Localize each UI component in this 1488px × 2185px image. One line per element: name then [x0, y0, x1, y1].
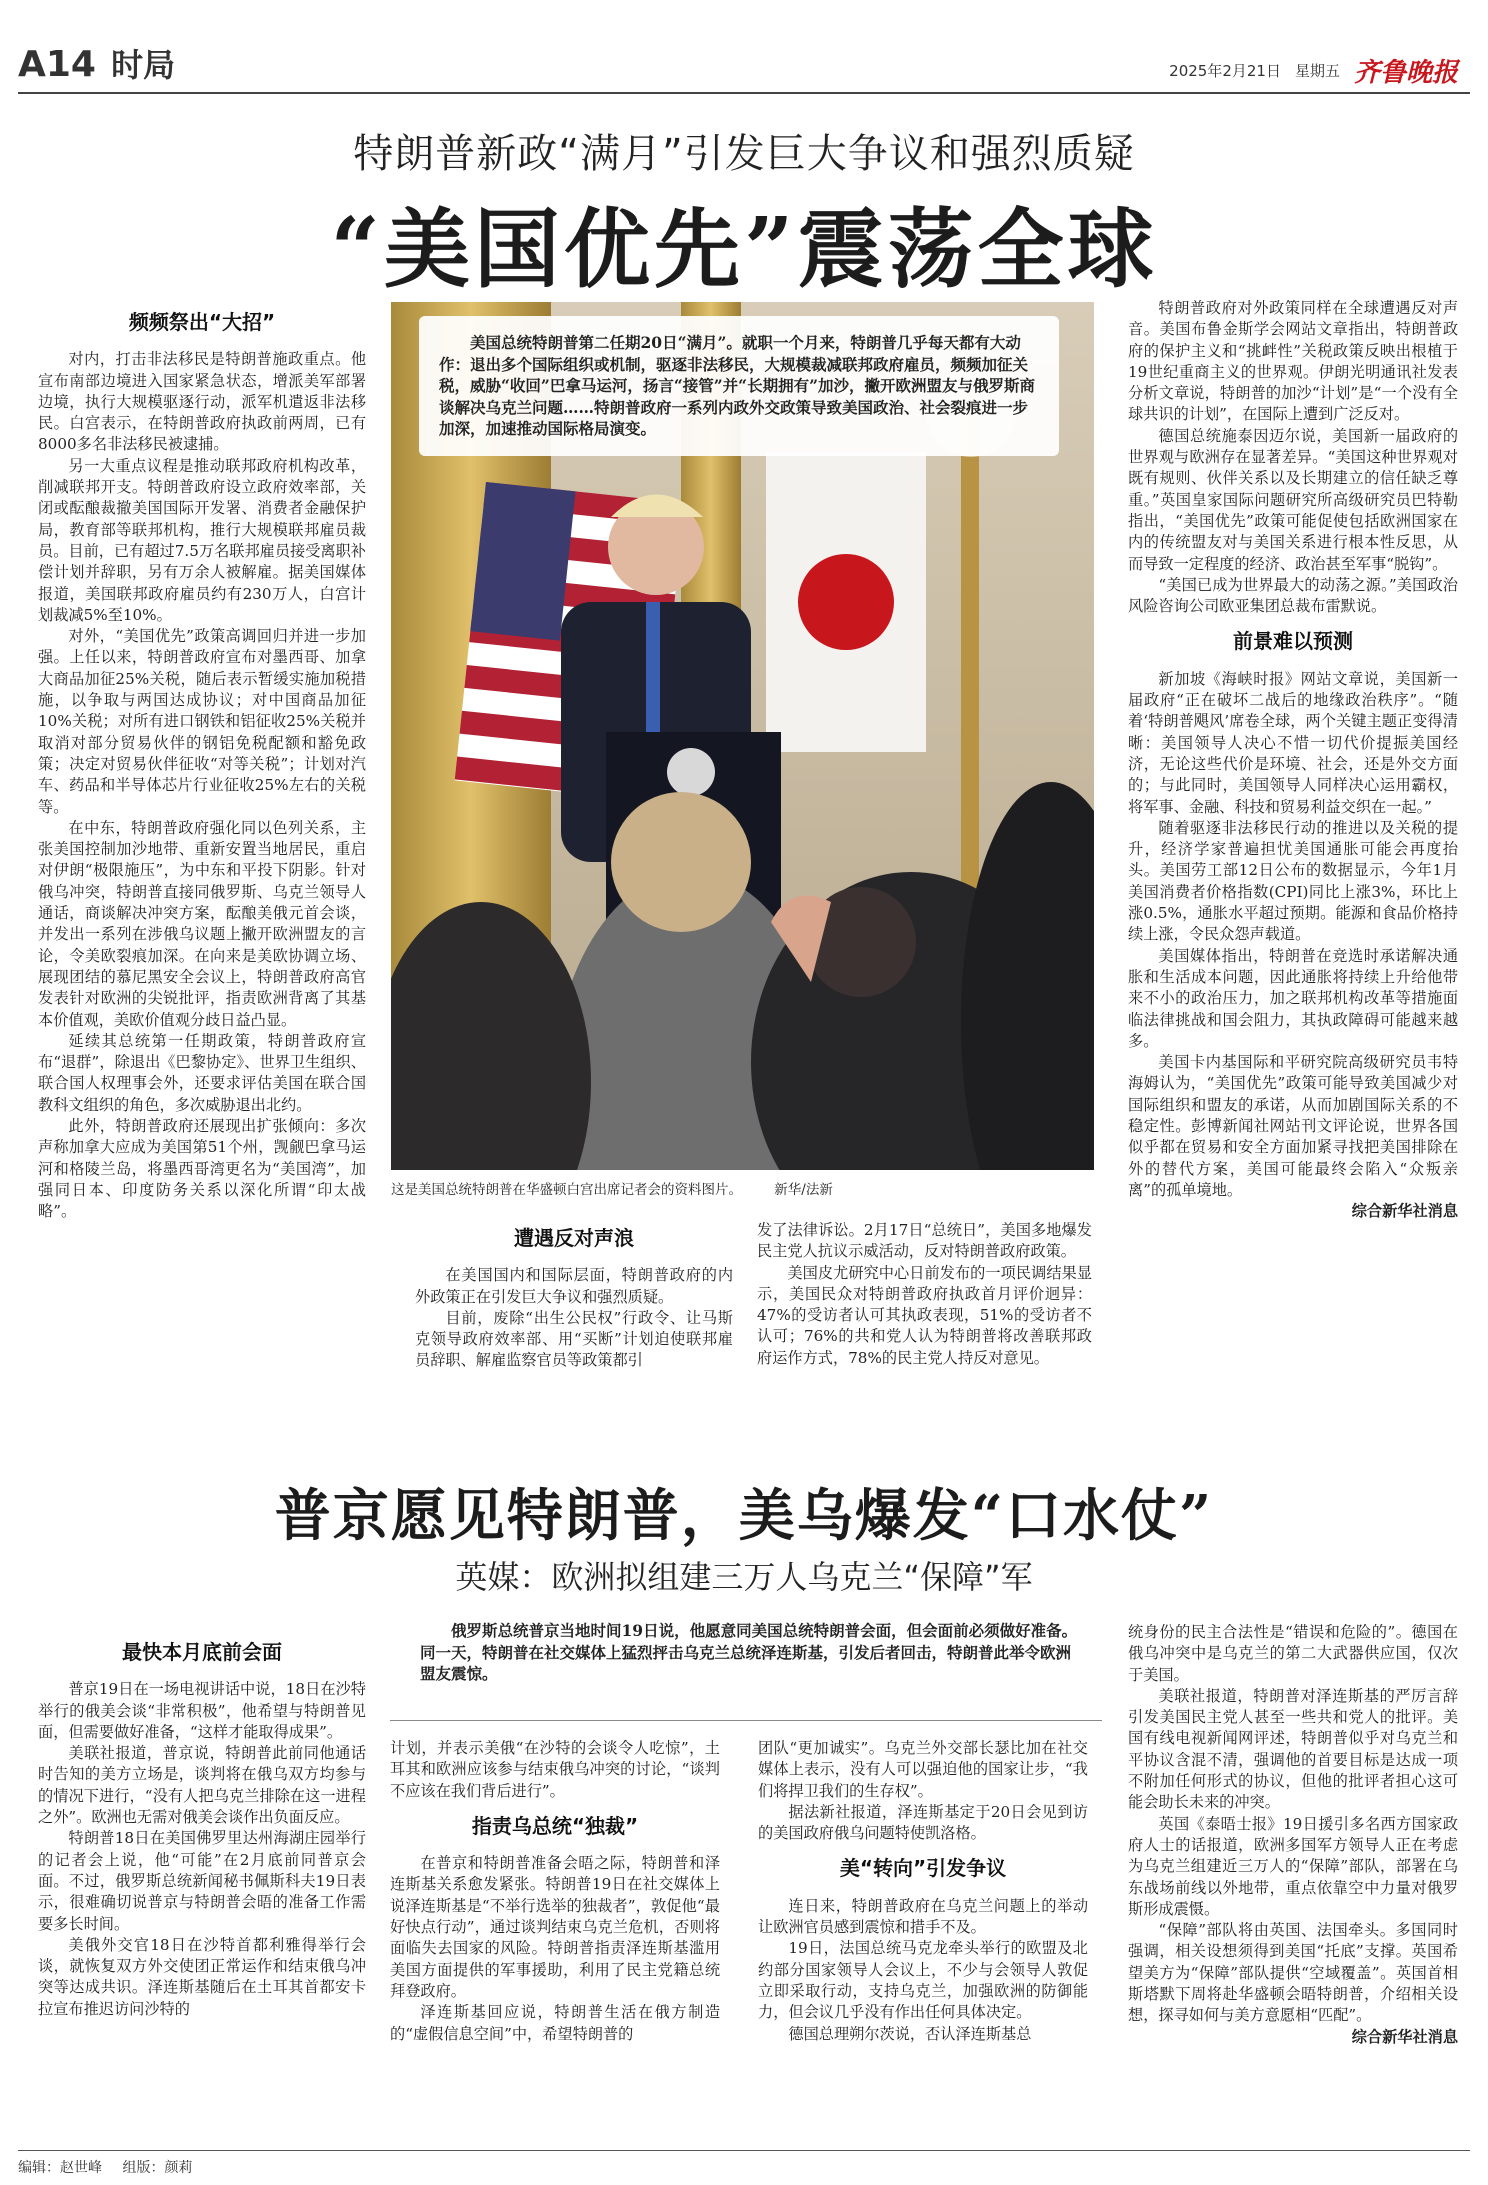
paragraph: 特朗普18日在美国佛罗里达州海湖庄园举行的记者会上说，他“可能”在2月底前同普京会面。不过，俄罗斯总统新闻秘书佩斯科夫19日表示，很难确切说普京与特朗普会晤的准备工作需要多长时间。 — [38, 1829, 366, 1933]
paragraph: 对内，打击非法移民是特朗普施政重点。他宣布南部边境进入国家紧急状态，增派美军部署边境，执行大规模驱逐行动，派军机遣返非法移民。白宫表示，在特朗普政府执政前两周，已有8000多名非法移民被逮捕。 — [38, 350, 366, 454]
paragraph: 随着驱逐非法移民行动的推进以及关税的提升，经济学家普遍担忧美国通胀可能会再度抬头。美国劳工部12日公布的数据显示，今年1月美国消费者价格指数(CPI)同比上涨3%，环比上涨0.5%，通胀水平超过预期。能源和食品价格持续上涨，令民众怨声载道。 — [1128, 818, 1458, 944]
story1-column-2 — [415, 1228, 733, 1372]
story2-column-3 — [758, 1738, 1088, 2045]
story1-subhead-1: 频频祭出“大招” — [128, 310, 276, 334]
story2-subheadline: 英媒：欧洲拟组建三万人乌克兰“保障”军 — [455, 1558, 1033, 1596]
paragraph: 在普京和特朗普准备会晤之际，特朗普和泽连斯基关系愈发紧张。特朗普19日在社交媒体上说泽连斯基是“不举行选举的独裁者”，敦促他“最好快点行动”，通过谈判结束乌克兰危机，否则将面临失去国家的风险。特朗普指责泽连斯基滥用美国方面提供的军事援助，利用了民主党籍总统拜登政府。 — [390, 1854, 720, 2000]
paragraph: 目前，废除“出生公民权”行政令、让马斯克领导政府效率部、用“买断”计划迫使联邦雇员辞职、解雇监察官员等政策都引 — [415, 1308, 733, 1370]
paragraph: 团队“更加诚实”。乌克兰外交部长瑟比加在社交媒体上表示，没有人可以强迫他的国家让步，“我们将捍卫我们的生存权”。 — [758, 1739, 1088, 1800]
masthead-logo: 齐鲁晚报 — [1353, 58, 1458, 88]
story2-subhead-1: 最快本月底前会面 — [122, 1640, 282, 1664]
story2-column-4 — [1128, 1622, 1458, 2048]
paragraph: 英国《泰晤士报》19日援引多名西方国家政府人士的话报道，欧洲多国军方领导人正在考虑为乌克兰组建近三万人的“保障”部队，部署在乌东战场前线以外地带，重点依靠空中力量对俄罗斯形成震慑。 — [1128, 1814, 1458, 1918]
paragraph: 19日，法国总统马克龙牵头举行的欧盟及北约部分国家领导人会议上，不少与会领导人敦促立即采取行动，支持乌克兰，加强欧洲的防御能力，但会议几乎没有作出任何具体决定。 — [758, 1939, 1088, 2022]
paragraph: 新加坡《海峡时报》网站文章说，美国新一届政府“正在破坏二战后的地缘政治秩序”。“随着‘特朗普飓风’席卷全球，两个关键主题正变得清晰：美国领导人决心不惜一切代价提振美国经济，无论这些代价是环境、社会，还是外交方面的；与此同时，美国领导人同样决心运用霸权，将军事、金融、科技和贸易利益交织在一起。” — [1128, 669, 1458, 816]
photo-caption-line — [391, 1178, 833, 1198]
paragraph: 泽连斯基回应说，特朗普生活在俄方制造的“虚假信息空间”中，希望特朗普的 — [390, 2003, 720, 2043]
paragraph: 美俄外交官18日在沙特首都利雅得举行会谈，就恢复双方外交使团正常运作和结束俄乌冲突等达成共识。泽连斯基随后在土耳其首都安卡拉宣布推迟访问沙特的 — [38, 1935, 366, 2018]
story1-subhead-3: 前景难以预测 — [1233, 629, 1353, 654]
paragraph: 在美国国内和国际层面，特朗普政府的内外政策正在引发巨大争议和强烈质疑。 — [415, 1266, 733, 1306]
paragraph: 对外，“美国优先”政策高调回归并进一步加强。上任以来，特朗普政府宣布对墨西哥、加拿大商品加征25%关税，随后表示暂缓实施加税措施，以争取与两国达成协议；对中国商品加征10%关税；对所有进口钢铁和铝征收25%关税并取消对部分贸易伙伴的钢铝免税配额和豁免政策；决定对贸易伙伴征收“对等关税”；计划对汽车、药品和半导体芯片行业征收25%左右的关税等。 — [38, 627, 366, 816]
issue-date: 2025年2月21日 — [1169, 62, 1281, 80]
paragraph: 另一大重点议程是推动联邦政府机构改革，削减联邦开支。特朗普政府设立政府效率部，关闭或酝酿裁撤美国国际开发署、消费者金融保护局，教育部等联邦机构，推行大规模联邦雇员裁员。目前，已有超过7.5万名联邦雇员接受离职补偿计划并辞职，另有万余人被解雇。据美国媒体报道，美国联邦政府雇员约有230万人，白宫计划裁减5%至10%。 — [38, 456, 366, 624]
story2-credit: 综合新华社消息 — [1351, 2027, 1458, 2046]
paragraph: 普京19日在一场电视讲话中说，18日在沙特举行的俄美会谈“非常积极”，他希望与特朗普见面，但需要做好准备，“这样才能取得成果”。 — [38, 1680, 366, 1741]
paragraph: 美联社报道，普京说，特朗普此前同他通话时告知的美方立场是，谈判将在俄乌双方均参与的情况下进行，“没有人把乌克兰排除在这一进程之外”。欧洲也无需对俄美会谈作出负面反应。 — [38, 1744, 366, 1827]
footer-credits — [18, 2157, 192, 2177]
paragraph: 德国总统施泰因迈尔说，美国新一届政府的世界观与欧洲存在显著差异。“美国这种世界观对既有规则、伙伴关系以及长期建立的信任缺乏尊重。”英国皇家国际问题研究所高级研究员巴特勒指出，“美国优先”政策可能促使包括欧洲国家在内的传统盟友对与美国关系进行根本性反思，从而导致一定程度的经济、政治甚至军事“脱钩”。 — [1128, 426, 1458, 573]
story1-subhead-2: 遭遇反对声浪 — [514, 1226, 634, 1250]
story1-column-3 — [757, 1220, 1092, 1369]
paragraph: 特朗普政府对外政策同样在全球遭遇反对声音。美国布鲁金斯学会网站文章指出，特朗普政府的保护主义和“挑衅性”关税政策反映出根植于19世纪重商主义的世界观。伊朗光明通讯社发表分析文章说，特朗普的加沙“计划”是“一个没有全球共识的计划”，在国际上遭到广泛反对。 — [1128, 299, 1458, 424]
story1-kicker: 特朗普新政“满月”引发巨大争议和强烈质疑 — [353, 131, 1135, 177]
paragraph: 发了法律诉讼。2月17日“总统日”，美国多地爆发民主党人抗议示威活动，反对特朗普政府政策。 — [757, 1221, 1092, 1261]
footer-rule — [18, 2150, 1470, 2151]
paragraph: 连日来，特朗普政府在乌克兰问题上的举动让欧洲官员感到震惊和措手不及。 — [758, 1896, 1088, 1937]
story1-column-1 — [38, 312, 366, 1222]
page-number: A14 — [18, 44, 96, 85]
story1-lead: 美国总统特朗普第二任期20日“满月”。就职一个月来，特朗普几乎每天都有大动作：退出多个国际组织或机制，驱逐非法移民，大规模裁减联邦政府雇员，频频加征关税，威胁“收回”巴拿马运河，扬言“接管”并“长期拥有”加沙，撇开欧洲盟友与俄罗斯商谈解决乌克兰问题……特朗普政府一系列内政外交政策导致美国政治、社会裂痕进一步加深，加速推动国际格局演变。 — [439, 333, 1035, 438]
paragraph: “保障”部队将由英国、法国牵头。多国同时强调，相关设想须得到美国“托底”支撑。英国希望美方为“保障”部队提供“空域覆盖”。英国首相斯塔默下周将赴华盛顿会晤特朗普，介绍相关设想，探寻如何与美方意愿相“匹配”。 — [1128, 1921, 1458, 2025]
paragraph: 延续其总统第一任期政策，特朗普政府宣布“退群”，除退出《巴黎协定》、世界卫生组织、联合国人权理事会外，还要求评估美国在联合国教科文组织的角色，多次威胁退出北约。 — [38, 1031, 366, 1114]
paragraph: 美国卡内基国际和平研究院高级研究员韦特海姆认为，“美国优先”政策可能导致美国减少对国际组织和盟友的承诺，从而加剧国际关系的不稳定性。彭博新闻社网站刊文评论说，世界各国似乎都在贸易和安全方面加紧寻找把美国排除在外的替代方案，美国可能最终会陷入“众叛亲离”的孤单境地。 — [1128, 1053, 1458, 1199]
story2-headline: 普京愿见特朗普，美乌爆发“口水仗” — [274, 1483, 1214, 1549]
paragraph: 此外，特朗普政府还展现出扩张倾向：多次声称加拿大应成为美国第51个州，觊觎巴拿马运河和格陵兰岛，将墨西哥湾更名为“美国湾”，加强同日本、印度防务关系以深化所谓“印太战略”。 — [38, 1116, 366, 1221]
story2-lead-block — [420, 1620, 1080, 1685]
story1-credit: 综合新华社消息 — [1351, 1202, 1458, 1221]
paragraph: 在中东，特朗普政府强化同以色列关系，主张美国控制加沙地带、重新安置当地居民，重启对伊朗“极限施压”，为中东和平投下阴影。针对俄乌冲突，特朗普直接同俄罗斯、乌克兰领导人通话，商谈解决冲突方案，酝酿美俄元首会谈，并发出一系列在涉俄乌议题上撇开欧洲盟友的言论，令美欧裂痕加深。在向来是美欧协调立场、展现团结的慕尼黑安全会议上，特朗普政府高官发表针对欧洲的尖锐批评，指责欧洲背离了其基本价值观，美欧价值观分歧日益凸显。 — [38, 818, 366, 1029]
paragraph: 美国皮尤研究中心日前发布的一项民调结果显示，美国民众对特朗普政府执政首月评价迥异：47%的受访者认可其执政表现，51%的受访者不认可；76%的共和党人认为特朗普将改善联邦政府运作方式，78%的民主党人持反对意见。 — [757, 1263, 1092, 1367]
page-header-right — [1169, 52, 1458, 89]
paragraph: 统身份的民主合法性是“错误和危险的”。德国在俄乌冲突中是乌克兰的第二大武器供应国，仅次于美国。 — [1128, 1623, 1458, 1684]
lead-box — [419, 316, 1059, 456]
issue-weekday: 星期五 — [1294, 62, 1340, 80]
paragraph: “美国已成为世界最大的动荡之源。”美国政治风险咨询公司欧亚集团总裁布雷默说。 — [1128, 575, 1458, 616]
editor-credit: 编辑：赵世峰 — [18, 2160, 102, 2176]
paragraph: 美联社报道，特朗普对泽连斯基的严厉言辞引发美国民主党人甚至一些共和党人的批评。美国有线电视新闻网评述，特朗普似乎对乌克兰和平协议含混不清，强调他的首要目标是达成一项不附加任何形式的协议，但他的批评者担心这可能会助长未来的冲突。 — [1128, 1686, 1458, 1812]
photo-caption: 这是美国总统特朗普在华盛顿白宫出席记者会的资料图片。 — [391, 1182, 742, 1198]
photo-credit: 新华/法新 — [774, 1182, 833, 1198]
layout-credit: 组版：颜莉 — [122, 2160, 193, 2176]
press-conference-photo — [391, 302, 1094, 1170]
story1-headline: “美国优先”震荡全球 — [330, 199, 1158, 300]
story2-subhead-3: 美“转向”引发争议 — [839, 1856, 1007, 1881]
paragraph: 计划，并表示美俄“在沙特的会谈令人吃惊”，土耳其和欧洲应该参与结束俄乌冲突的讨论，“谈判不应该在我们背后进行”。 — [390, 1739, 720, 1800]
paragraph: 据法新社报道，泽连斯基定于20日会见到访的美国政府俄乌问题特使凯洛格。 — [758, 1802, 1088, 1843]
story1-column-4 — [1128, 298, 1458, 1222]
story2-subhead-2: 指责乌总统“独裁” — [471, 1813, 639, 1838]
story2-column-2 — [390, 1738, 720, 2045]
page-header-left — [18, 40, 175, 86]
story2-lead-rule — [390, 1720, 1102, 1721]
paragraph: 德国总理朔尔茨说，否认泽连斯基总 — [788, 2024, 1032, 2043]
paragraph: 美国媒体指出，特朗普在竞选时承诺解决通胀和生活成本问题，因此通胀将持续上升给他带来不小的政治压力，加之联邦机构改革等措施面临法律挑战和国会阻力，其执政障碍可能越来越多。 — [1128, 946, 1458, 1050]
story2-lead: 俄罗斯总统普京当地时间19日说，他愿意同美国总统特朗普会面，但会面前必须做好准备。同一天，特朗普在社交媒体上猛烈抨击乌克兰总统泽连斯基，引发后者回击，特朗普此举令欧洲盟友震惊。 — [420, 1621, 1078, 1683]
story2-column-1 — [38, 1642, 366, 2020]
section-name: 时局 — [111, 46, 176, 84]
header-rule — [18, 92, 1470, 94]
